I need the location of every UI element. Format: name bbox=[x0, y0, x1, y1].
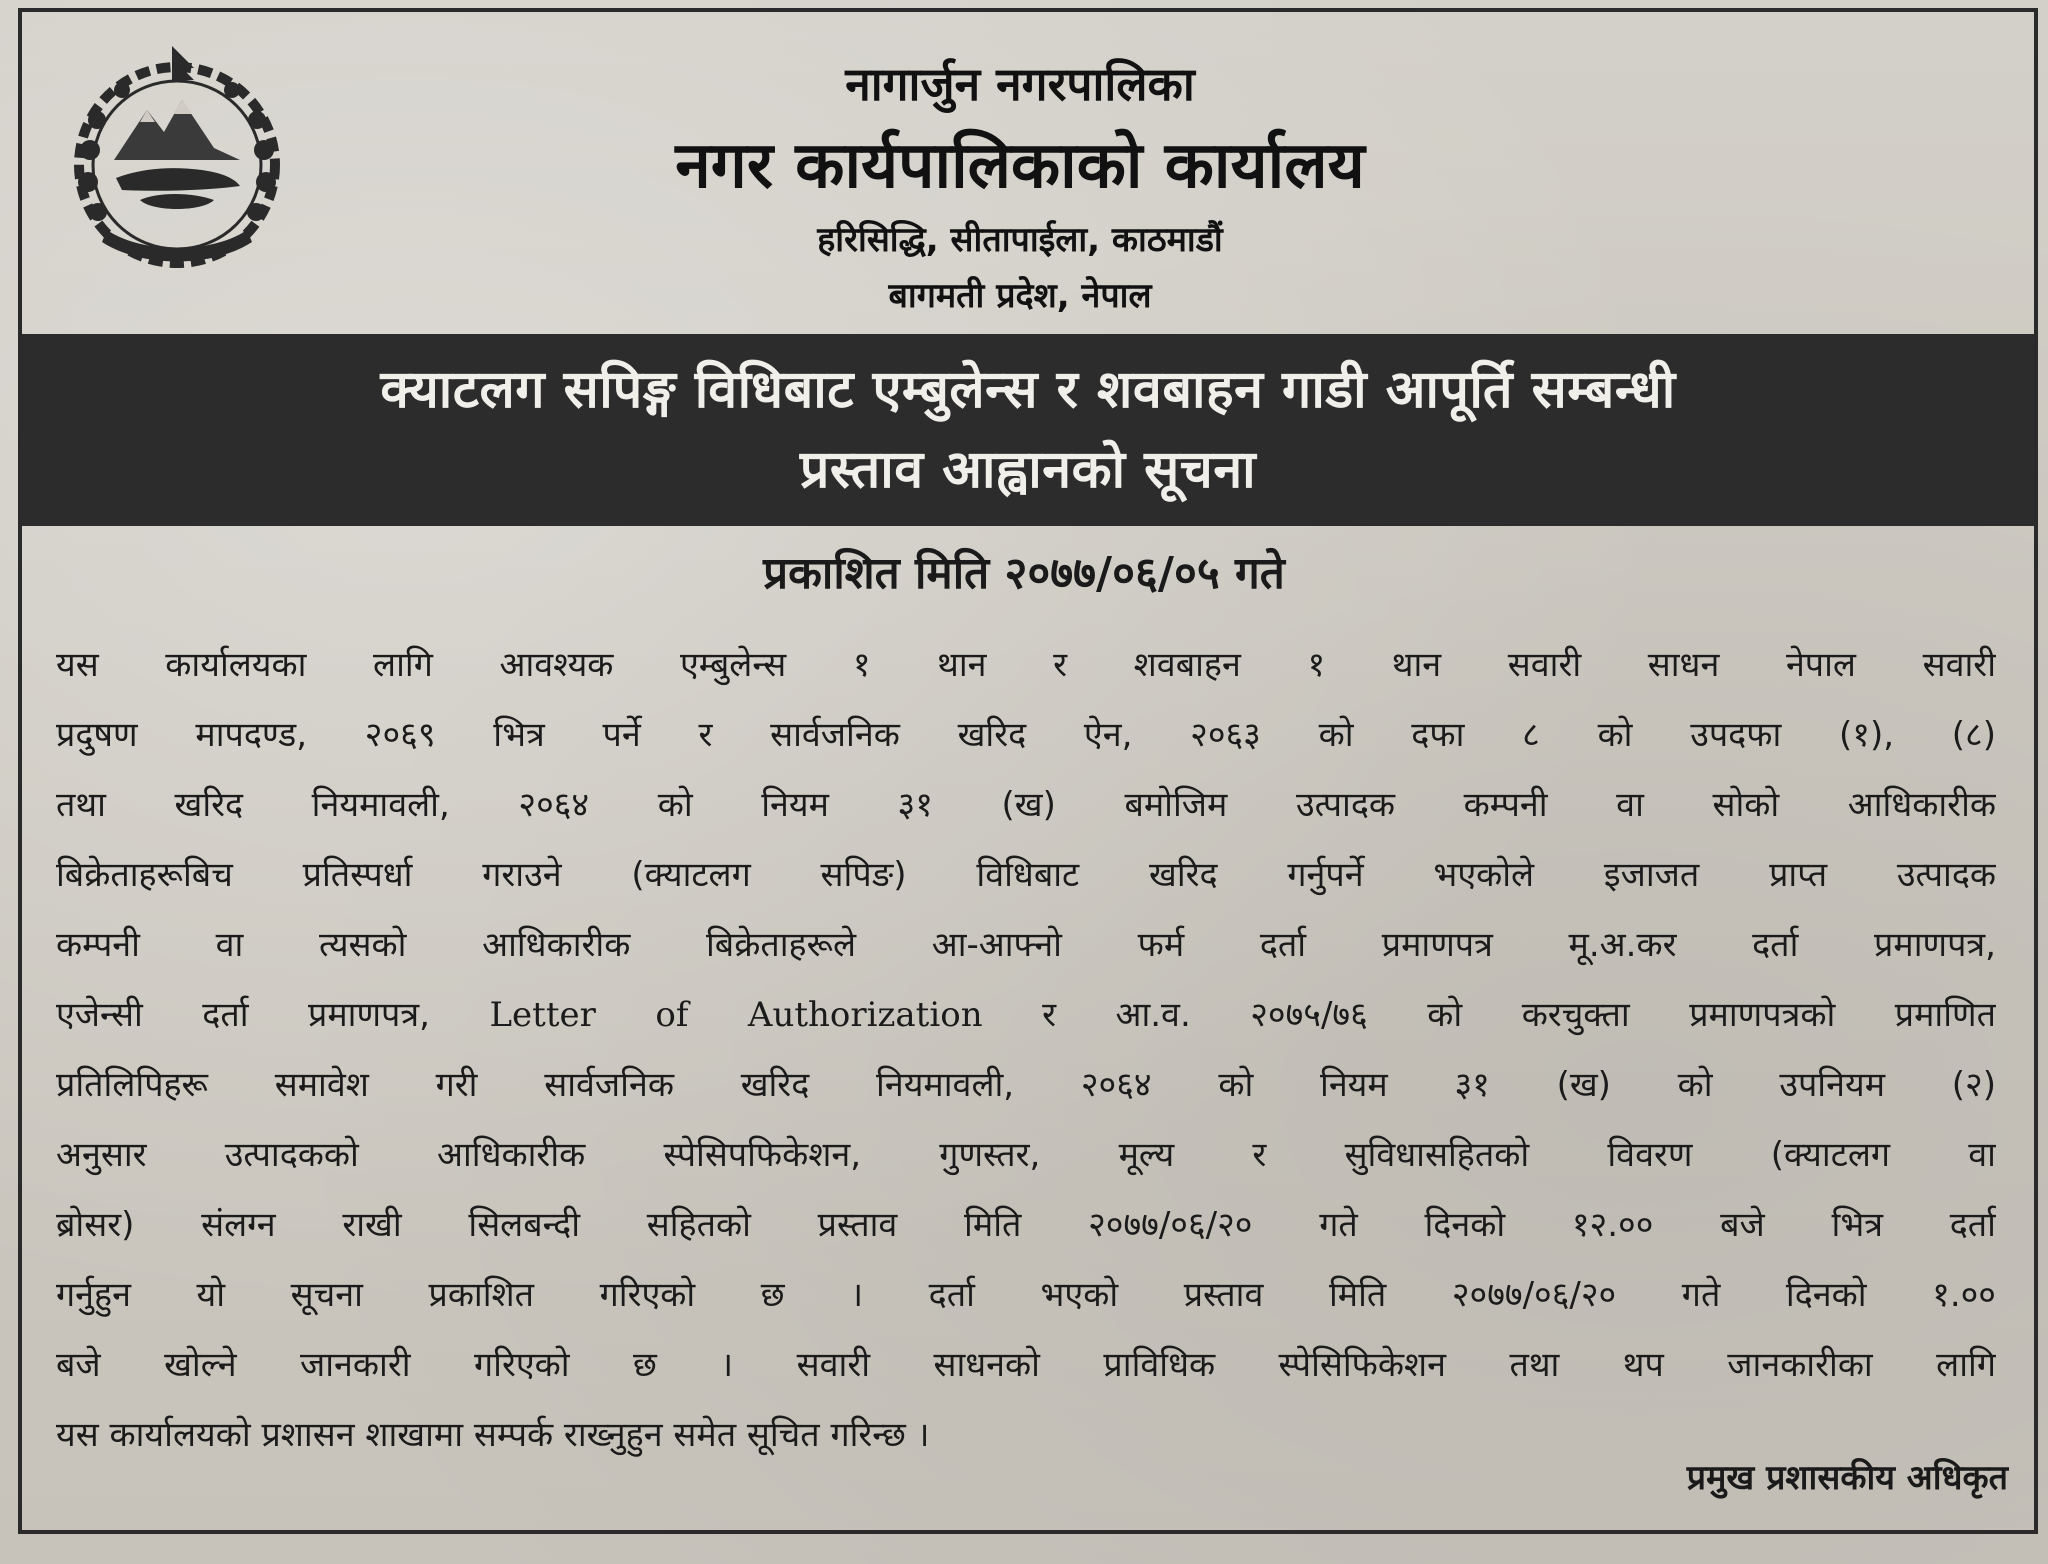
signatory-title: प्रमुख प्रशासकीय अधिकृत bbox=[1686, 1458, 2008, 1498]
body-line: प्रदुषण मापदण्ड, २०६९ भित्र पर्ने र सार्वजनिक खरिद ऐन, २०६३ को दफा ८ को उपदफा (१), (८) bbox=[56, 715, 1996, 755]
nepal-government-emblem-icon bbox=[52, 40, 302, 280]
office-province: बागमती प्रदेश, नेपाल bbox=[888, 276, 1152, 316]
body-line: यस कार्यालयका लागि आवश्यक एम्बुलेन्स १ थान र शवबाहन १ थान सवारी साधन नेपाल सवारी bbox=[56, 645, 1996, 685]
body-line-part: एजेन्सी दर्ता प्रमाणपत्र, bbox=[56, 995, 430, 1035]
body-line: ब्रोसर) संलग्न राखी सिलबन्दी सहितको प्रस्ताव मिति २०७७/०६/२० गते दिनको १२.०० बजे भित्र दर्ता bbox=[56, 1205, 1996, 1245]
body-line: यस कार्यालयको प्रशासन शाखामा सम्पर्क राख्नुहुन समेत सूचित गरिन्छ । bbox=[56, 1415, 930, 1455]
notice-body bbox=[56, 630, 1996, 1470]
body-line-part: र आ.व. २०७५/७६ को करचुक्ता प्रमाणपत्रको प्रमाणित bbox=[1042, 995, 1996, 1035]
notice-title-line-2: प्रस्ताव आह्वानको सूचना bbox=[799, 440, 1257, 500]
body-line: कम्पनी वा त्यसको आधिकारीक बिक्रेताहरूले आ-आफ्नो फर्म दर्ता प्रमाणपत्र मू.अ.कर दर्ता प्रमाणपत्र, bbox=[56, 925, 1996, 965]
body-line: गर्नुहुन यो सूचना प्रकाशित गरिएको छ । दर्ता भएको प्रस्ताव मिति २०७७/०६/२० गते दिनको १.०० bbox=[56, 1275, 1996, 1315]
body-line: बजे खोल्ने जानकारी गरिएको छ । सवारी साधनको प्राविधिक स्पेसिफिकेशन तथा थप जानकारीका लागि bbox=[56, 1345, 1996, 1385]
letter-of-authorization-text: Letter of Authorization bbox=[489, 995, 983, 1035]
notice-title-line-1: क्याटलग सपिङ्ग विधिबाट एम्बुलेन्स र शवबाहन गाडी आपूर्ति सम्बन्धी bbox=[380, 360, 1676, 420]
municipality-name: नागार्जुन नगरपालिका bbox=[845, 57, 1195, 111]
published-date: प्रकाशित मिति २०७७/०६/०५ गते bbox=[763, 548, 1285, 599]
office-name: नगर कार्यपालिकाको कार्यालय bbox=[675, 129, 1365, 203]
body-line: प्रतिलिपिहरू समावेश गरी सार्वजनिक खरिद नियमावली, २०६४ को नियम ३१ (ख) को उपनियम (२) bbox=[56, 1065, 1996, 1105]
notice-title-band bbox=[22, 334, 2034, 526]
body-line: बिक्रेताहरूबिच प्रतिस्पर्धा गराउने (क्याटलग सपिङ) विधिबाट खरिद गर्नुपर्ने भएकोले इजाजत प्राप्त उत्पादक bbox=[56, 855, 1996, 895]
body-line: अनुसार उत्पादकको आधिकारीक स्पेसिपफिकेशन, गुणस्तर, मूल्य र सुविधासहितको विवरण (क्याटलग वा bbox=[56, 1135, 1996, 1175]
office-address: हरिसिद्धि, सीतापाईला, काठमाडौं bbox=[817, 220, 1223, 260]
body-line-mixed bbox=[56, 980, 1996, 1050]
office-header bbox=[380, 48, 1660, 324]
body-line: तथा खरिद नियमावली, २०६४ को नियम ३१ (ख) बमोजिम उत्पादक कम्पनी वा सोको आधिकारीक bbox=[56, 785, 1996, 825]
